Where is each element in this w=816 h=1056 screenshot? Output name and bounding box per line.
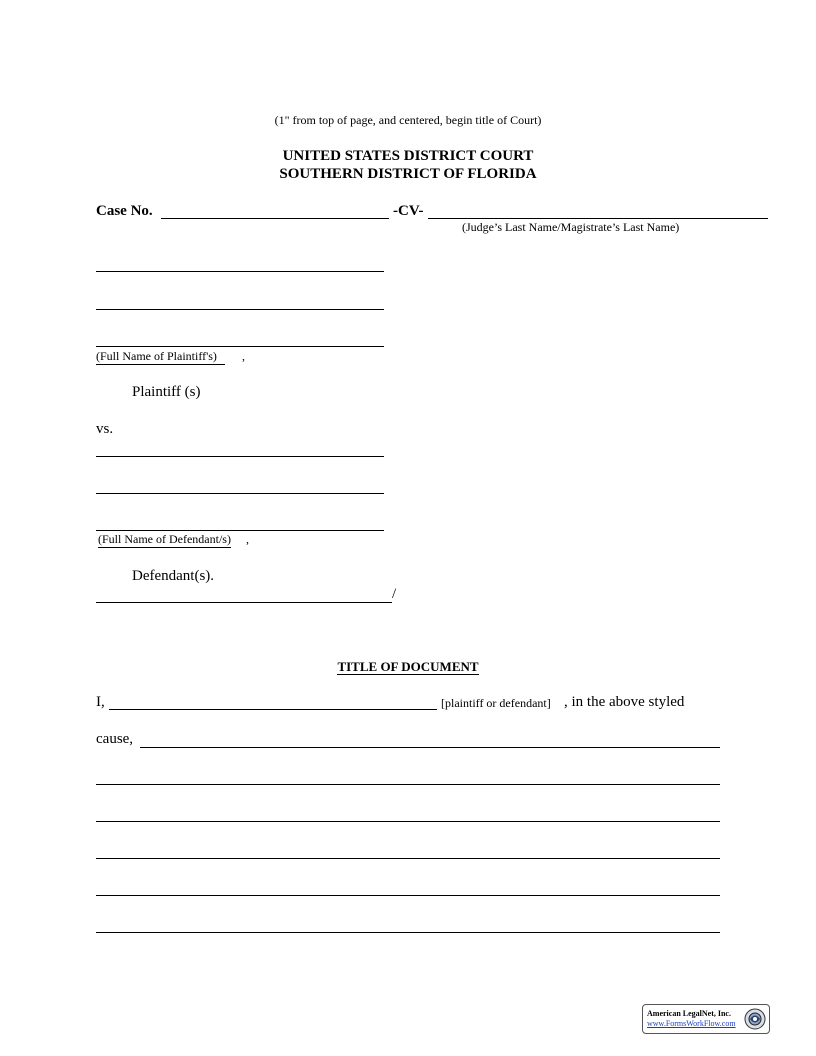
logo-website-link[interactable]: www.FormsWorkFlow.com [647,1019,736,1028]
party-hint: [plaintiff or defendant] [441,696,551,710]
globe-icon [744,1008,766,1030]
court-name-line2: SOUTHERN DISTRICT OF FLORIDA [279,166,537,182]
caption-slash: / [392,586,397,602]
case-number-field[interactable] [161,218,389,219]
defendant-comma: , [246,532,249,546]
top-instruction-note: (1" from top of page, and centered, begin title of Court) [274,113,542,127]
versus-label: vs. [96,421,114,437]
judge-name-note: (Judge’s Last Name/Magistrate’s Last Name) [462,220,680,234]
defendant-name-note: (Full Name of Defendant/s) [98,532,231,546]
judge-name-field[interactable] [428,218,768,219]
caption-closing-line [96,602,392,603]
plaintiff-name-line-2[interactable] [96,309,384,310]
american-legalnet-logo[interactable] [642,1004,770,1034]
defendant-label: Defendant(s). [132,568,215,584]
plaintiff-label: Plaintiff (s) [132,384,201,400]
plaintiff-comma: , [242,349,245,363]
body-line-1[interactable] [140,747,720,748]
declarant-name-field[interactable] [109,709,437,710]
body-line-3[interactable] [96,821,720,822]
plaintiff-name-note: (Full Name of Plaintiff's) [96,349,225,365]
logo-company-name: American LegalNet, Inc. [647,1009,731,1018]
cause-label: cause, [96,731,134,747]
case-number-label: Case No. [96,203,153,219]
body-line-4[interactable] [96,858,720,859]
defendant-name-line-1[interactable] [96,456,384,457]
styled-text: , in the above styled [564,694,685,710]
cv-label: -CV- [393,203,424,219]
document-title: TITLE OF DOCUMENT [337,659,479,674]
defendant-name-line-2[interactable] [96,493,384,494]
body-line-2[interactable] [96,784,720,785]
plaintiff-name-line-3[interactable] [96,346,384,347]
court-name-line1: UNITED STATES DISTRICT COURT [282,148,534,164]
declarant-label: I, [96,694,105,710]
body-line-6[interactable] [96,932,720,933]
defendant-name-line-3[interactable] [96,530,384,531]
plaintiff-name-line-1[interactable] [96,271,384,272]
body-line-5[interactable] [96,895,720,896]
